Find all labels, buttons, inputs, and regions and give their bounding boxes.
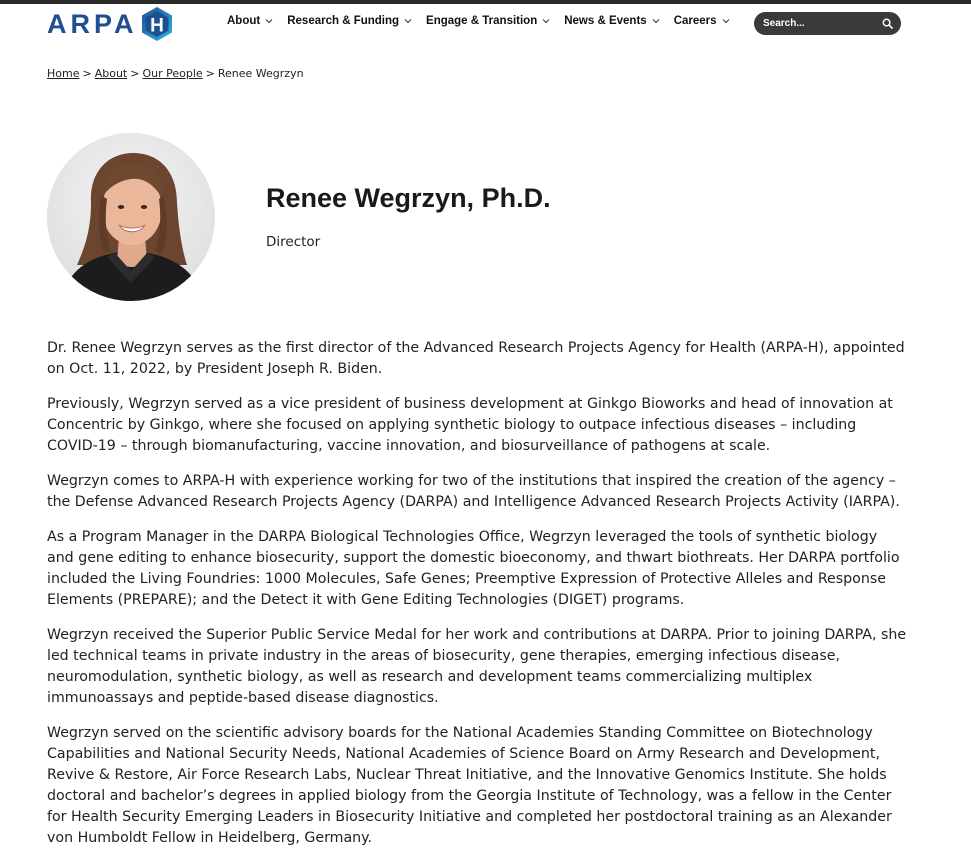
arpa-h-logo[interactable] (47, 6, 174, 42)
nav-item-label: Research & Funding (287, 15, 400, 27)
nav-item-about[interactable] (227, 15, 273, 27)
nav-item-news-events[interactable] (564, 15, 659, 27)
nav-item-engage-transition[interactable] (426, 15, 550, 27)
search-box (754, 12, 901, 35)
breadcrumb-separator: > (130, 67, 140, 80)
search-icon[interactable] (882, 18, 893, 29)
breadcrumb-link-home[interactable]: Home (47, 67, 80, 80)
site-header (0, 4, 971, 46)
profile-photo (47, 133, 215, 301)
nav-item-label: Engage & Transition (426, 15, 538, 27)
chevron-down-icon (542, 17, 550, 25)
logo-wordmark: ARPA (47, 8, 138, 39)
nav-item-careers[interactable] (674, 15, 730, 27)
nav-item-label: Careers (673, 15, 717, 27)
breadcrumb-separator: > (82, 67, 92, 80)
breadcrumb-link-our-people[interactable]: Our People (142, 67, 203, 80)
bio-paragraph: Wegrzyn received the Superior Public Service Medal for her work and contributions at DARPA. Prior to joining DARPA, she led technical teams in private industry in the areas of biosecurity, gene therapies, emerging infectious disease, neuromodulation, synthetic biology, as well as research and development teams commercializing multiplex immunoassays and peptide-based disease diagnostics. (47, 627, 907, 706)
bio-paragraph: Dr. Renee Wegrzyn serves as the first director of the Advanced Research Projects Agency for Health (ARPA-H), appointed on Oct. 11, 2022, by President Joseph R. Biden. (47, 340, 905, 377)
profile-name: Renee Wegrzyn, Ph.D. (266, 183, 551, 213)
nav-item-label: About (227, 15, 261, 27)
chevron-down-icon (404, 17, 412, 25)
profile-title: Director (266, 234, 321, 250)
bio-paragraph: As a Program Manager in the DARPA Biological Technologies Office, Wegrzyn leveraged the tools of synthetic biology and gene editing to enhance biosecurity, support the domestic bioeconomy, and thwart biothreats. Her DARPA portfolio included the Living Foundries: 1000 Molecules, Safe Genes; Preemptive Expression of Protective Alleles and Response Elements (PREPARE); and the Detect it with Gene Editing Technologies (DIGET) programs. (47, 529, 900, 608)
breadcrumb-current: Renee Wegrzyn (217, 67, 304, 80)
logo-hexagon-icon (140, 6, 174, 42)
logo-letter: H (149, 15, 164, 37)
bio-paragraph: Wegrzyn comes to ARPA-H with experience working for two of the institutions that inspired the creation of the agency – the Defense Advanced Research Projects Agency (DARPA) and Intelligence Advanced Research Projects Activity (IARPA). (47, 473, 900, 510)
breadcrumb-separator: > (205, 67, 215, 80)
nav-item-label: News & Events (564, 15, 647, 27)
main-nav (227, 15, 744, 27)
breadcrumb-link-about[interactable]: About (94, 67, 128, 80)
search-input[interactable] (763, 18, 873, 29)
chevron-down-icon (652, 17, 660, 25)
bio-paragraph: Previously, Wegrzyn served as a vice president of business development at Ginkgo Bioworks and head of innovation at Concentric by Ginkgo, where she focused on applying synthetic biology to outpace infectious diseases – including COVID-19 – through biomanufacturing, vaccine innovation, and biosurveillance of pathogens at scale. (47, 396, 893, 454)
biography (47, 338, 907, 862)
chevron-down-icon (722, 17, 730, 25)
chevron-down-icon (265, 17, 273, 25)
breadcrumb (47, 67, 304, 80)
bio-paragraph: Wegrzyn served on the scientific advisory boards for the National Academies Standing Committee on Biotechnology Capabilities and National Security Needs, National Academies of Science Board on Army Research and Development, Revive & Restore, Air Force Research Labs, Nuclear Threat Initiative, and the Innovative Genomics Institute. She holds doctoral and bachelor’s degrees in applied biology from the Georgia Institute of Technology, was a fellow in the Center for Health Security Emerging Leaders in Biosecurity Initiative and completed her postdoctoral training as an Alexander von Humboldt Fellow in Heidelberg, Germany. (47, 725, 892, 846)
nav-item-research-funding[interactable] (287, 15, 412, 27)
